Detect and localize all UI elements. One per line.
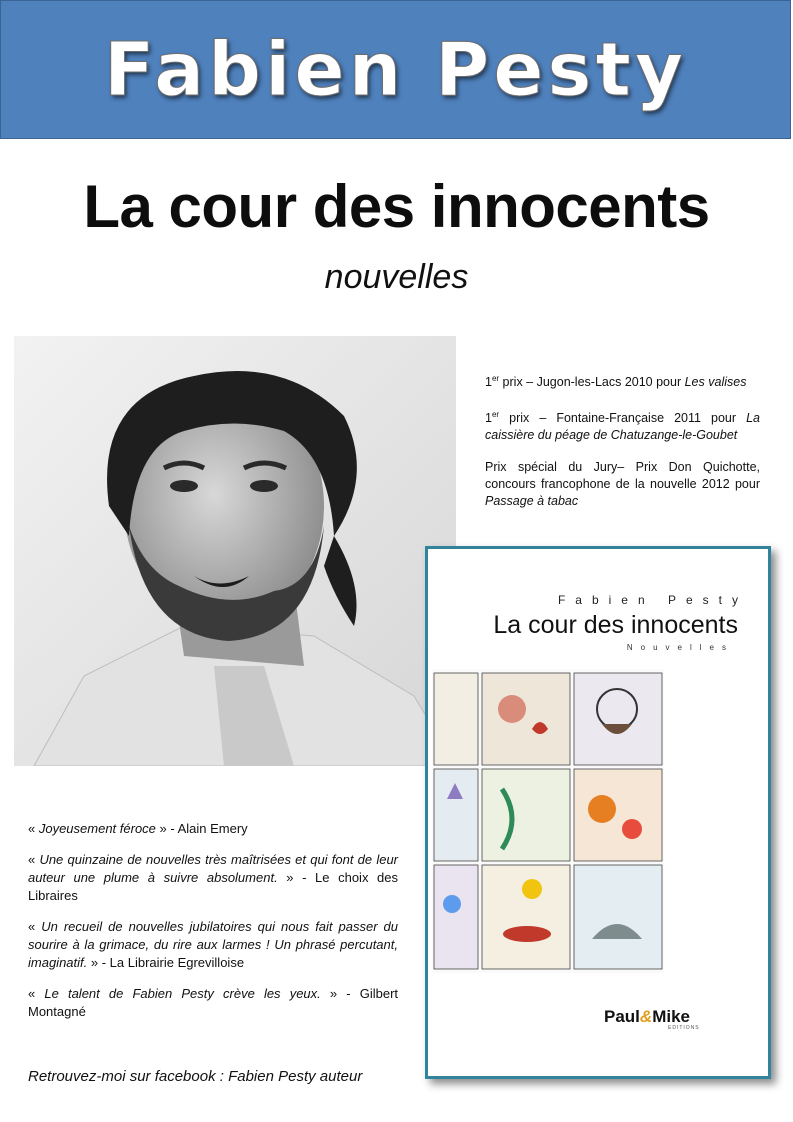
- review-item: [28, 851, 398, 905]
- prize-item: [485, 370, 760, 391]
- review-quote: Le talent de Fabien Pesty crève les yeux.: [44, 986, 321, 1001]
- prize-work: La caissière du péage de Chatuzange-le-Goubet: [485, 411, 760, 443]
- publisher-logo: [604, 1007, 690, 1027]
- book-subtitle: nouvelles: [324, 258, 469, 296]
- publisher-name-a: Paul: [604, 1007, 640, 1026]
- reviews-list: [28, 820, 398, 1034]
- review-quote: Joyeusement féroce: [38, 821, 156, 836]
- book-title: La cour des innocents: [83, 173, 710, 240]
- prize-item: [485, 406, 760, 444]
- cover-subtitle: Nouvelles: [626, 643, 734, 652]
- publisher-name-b: Mike: [652, 1007, 690, 1026]
- review-item: [28, 820, 398, 838]
- review-source: » - Gilbert Montagné: [28, 986, 399, 1019]
- review-quote: Une quinzaine de nouvelles très maîtrisées et qui font de leur auteur une plume à suivre absolument.: [28, 852, 398, 885]
- prize-work: Les valises: [684, 375, 747, 390]
- prize-ordinal-suffix: er: [491, 410, 500, 420]
- quote-open: «: [28, 986, 45, 1001]
- prize-ordinal: 1: [485, 375, 492, 390]
- publisher-ampersand: &: [639, 1007, 653, 1026]
- prize-text: Prix spécial du Jury– Prix Don Quichotte, concours francophone de la nouvelle 2012 pour: [485, 460, 760, 492]
- author-photo: [14, 336, 456, 766]
- cover-author: Fabien Pesty: [557, 593, 748, 607]
- prize-text: prix – Fontaine-Française 2011 pour: [499, 411, 747, 426]
- quote-open: «: [28, 852, 40, 867]
- header-banner: [0, 0, 791, 139]
- review-item: [28, 985, 398, 1021]
- review-source: » - Le choix des Libraires: [28, 870, 399, 903]
- prize-text: prix – Jugon-les-Lacs 2010 pour: [499, 375, 685, 390]
- quote-open: «: [28, 919, 42, 934]
- review-source: » - La Librairie Egrevilloise: [87, 955, 245, 970]
- cover-illustration: [432, 669, 664, 973]
- publisher-subtitle: EDITIONS: [668, 1025, 700, 1031]
- prize-ordinal-suffix: er: [491, 374, 500, 383]
- prize-ordinal: 1: [485, 411, 492, 426]
- prizes-list: [485, 370, 760, 525]
- author-name-banner: Fabien Pesty: [103, 26, 688, 113]
- facebook-link: Retrouvez-moi sur facebook : Fabien Pesty auteur: [28, 1068, 363, 1085]
- review-quote: Un recueil de nouvelles jubilatoires qui nous fait passer du sourire à la grimace, du rire aux larmes ! Un phrasé percutant, imaginatif.: [28, 919, 399, 970]
- prize-item: [485, 459, 760, 510]
- cover-title: La cour des innocents: [493, 611, 738, 639]
- author-portrait-image: [14, 336, 456, 766]
- review-source: » - Alain Emery: [155, 821, 248, 836]
- quote-open: «: [28, 821, 39, 836]
- prize-work: Passage à tabac: [485, 494, 579, 509]
- review-item: [28, 918, 398, 972]
- book-cover: [425, 546, 771, 1079]
